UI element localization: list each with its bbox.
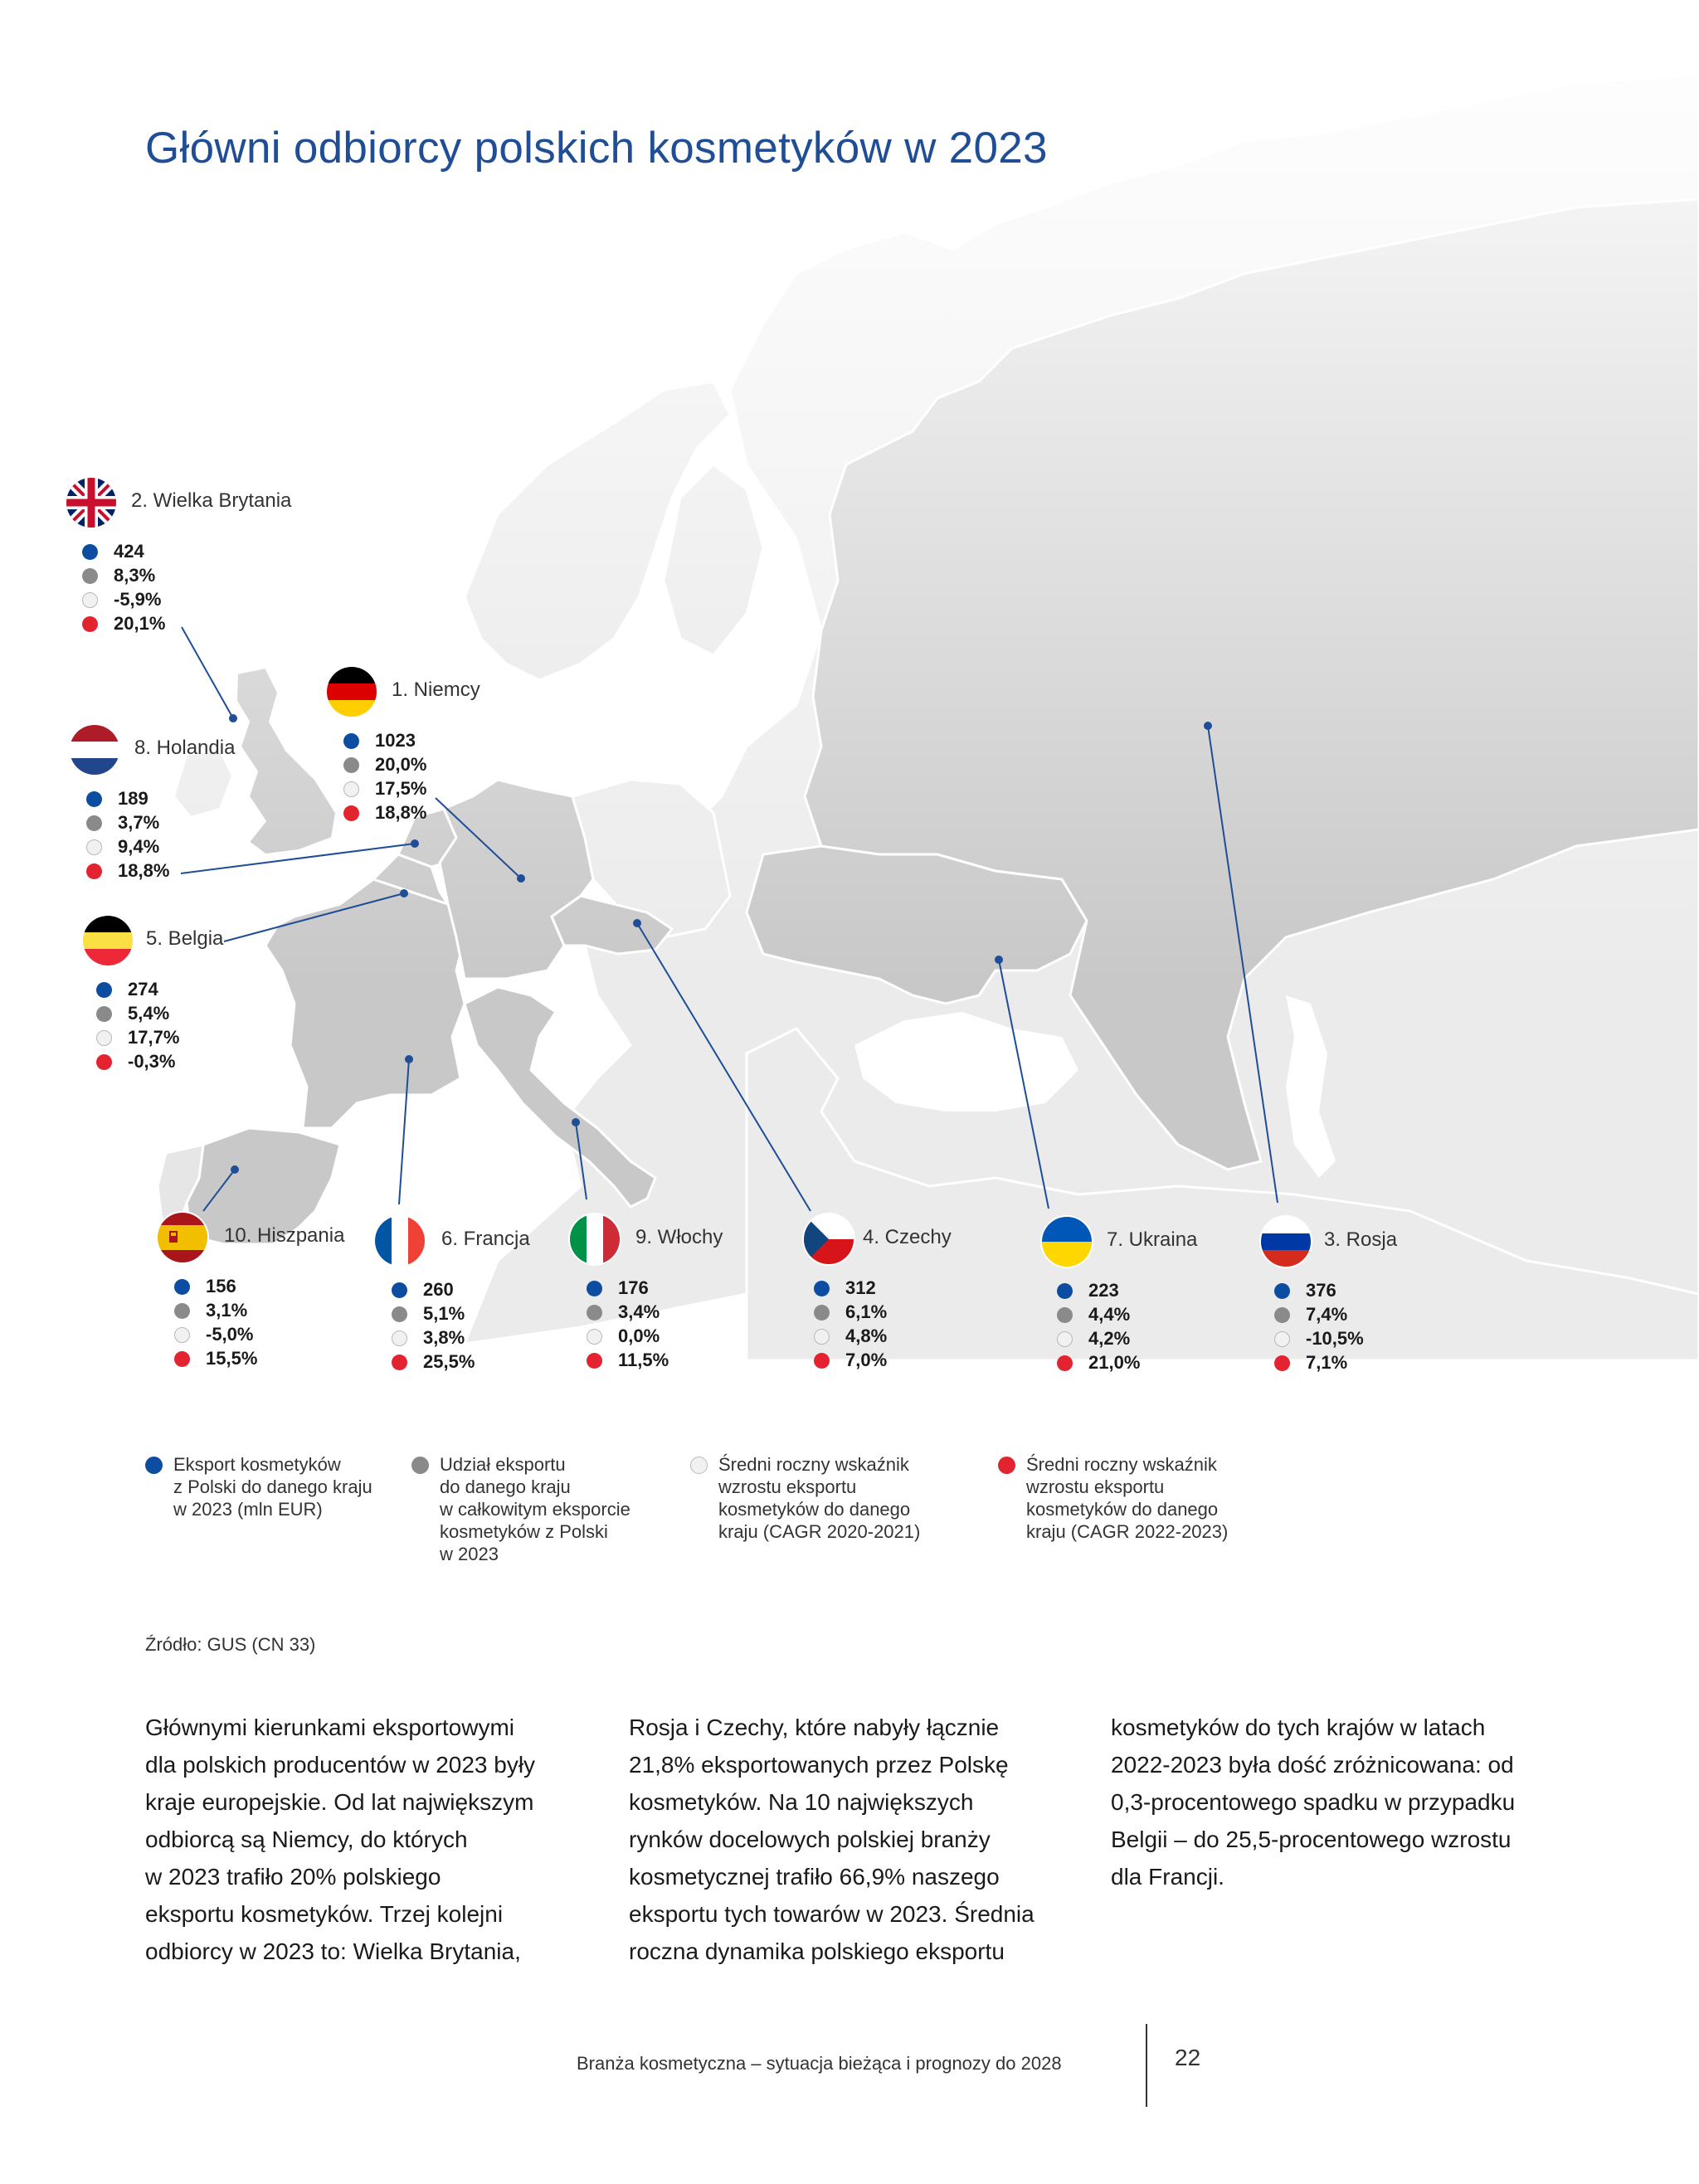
- legend-dot-red: [998, 1457, 1015, 1474]
- belgium-flag-icon: [83, 916, 133, 966]
- legend-dot-blue: [145, 1457, 163, 1474]
- export-value: 156: [174, 1274, 257, 1298]
- spain-flag-icon: [158, 1213, 207, 1262]
- cagr-2021-value: -5,0%: [174, 1322, 257, 1346]
- country-name: 10. Hiszpania: [224, 1224, 345, 1247]
- export-value: 274: [96, 977, 179, 1001]
- cagr-2021-value: -5,9%: [82, 587, 165, 611]
- uk-flag-icon: [66, 478, 116, 528]
- cagr-2021-value: 4,8%: [814, 1324, 887, 1348]
- share-value: 6,1%: [814, 1300, 887, 1324]
- export-value: 1023: [343, 728, 426, 752]
- cagr-2023-value: 18,8%: [343, 800, 426, 824]
- body-column-2: Rosja i Czechy, które nabyły łącznie 21,8% eksportowanych przez Polskę kosmetyków. Na 10 największych rynków docelowych polskiej branży kosmetycznej trafiło 66,9% naszego eksportu tych towarów w 2023. Średnia roczna dynamika polskiego eksportu: [629, 1715, 1034, 1964]
- share-value: 5,1%: [392, 1301, 475, 1325]
- share-value: 5,4%: [96, 1001, 179, 1025]
- body-column-1: Głównymi kierunkami eksportowymi dla polskich producentów w 2023 były kraje europejskie. Od lat największym odbiorcą są Niemcy, do których w 2023 trafiło 20% polskiego eksportu kosmetyków. Trzej kolejni odbiorcy w 2023 to: Wielka Brytania,: [145, 1715, 536, 1964]
- cagr-2023-value: 25,5%: [392, 1350, 475, 1374]
- share-value: 3,4%: [587, 1300, 669, 1324]
- cagr-2023-value: 15,5%: [174, 1346, 257, 1370]
- cagr-2021-value: 17,7%: [96, 1025, 179, 1049]
- cagr-2023-value: 11,5%: [587, 1348, 669, 1372]
- source-note: Źródło: GUS (CN 33): [145, 1634, 316, 1655]
- russia-flag-icon: [1261, 1217, 1311, 1267]
- export-value: 376: [1274, 1278, 1364, 1302]
- france-flag-icon: [375, 1216, 425, 1266]
- netherlands-flag-icon: [70, 725, 119, 775]
- country-name: 5. Belgia: [146, 927, 224, 950]
- export-value: 424: [82, 539, 165, 563]
- country-name: 8. Holandia: [134, 737, 236, 759]
- footer-title: Branża kosmetyczna – sytuacja bieżąca i prognozy do 2028: [577, 2053, 1062, 2074]
- cagr-2021-value: 3,8%: [392, 1325, 475, 1350]
- italy-flag-icon: [570, 1214, 620, 1264]
- legend-dot-gray: [411, 1457, 429, 1474]
- country-name: 7. Ukraina: [1107, 1228, 1198, 1251]
- share-value: 7,4%: [1274, 1302, 1364, 1326]
- export-value: 176: [587, 1276, 669, 1300]
- country-name: 6. Francja: [441, 1228, 530, 1250]
- cagr-2021-value: 0,0%: [587, 1324, 669, 1348]
- germany-flag-icon: [327, 667, 377, 717]
- share-value: 4,4%: [1057, 1302, 1140, 1326]
- country-name: 9. Włochy: [635, 1226, 723, 1248]
- ukraine-flag-icon: [1042, 1217, 1092, 1267]
- page-number: 22: [1175, 2045, 1201, 2070]
- country-name: 1. Niemcy: [392, 679, 480, 701]
- cagr-2023-value: 18,8%: [86, 859, 169, 883]
- czechia-flag-icon: [804, 1214, 854, 1264]
- country-name: 2. Wielka Brytania: [131, 489, 292, 512]
- cagr-2023-value: 20,1%: [82, 611, 165, 635]
- export-value: 189: [86, 786, 169, 810]
- cagr-2021-value: -10,5%: [1274, 1326, 1364, 1350]
- share-value: 8,3%: [82, 563, 165, 587]
- cagr-2021-value: 17,5%: [343, 776, 426, 800]
- cagr-2023-value: 21,0%: [1057, 1350, 1140, 1374]
- export-value: 312: [814, 1276, 887, 1300]
- export-value: 260: [392, 1277, 475, 1301]
- body-column-3: kosmetyków do tych krajów w latach 2022-2023 była dość zróżnicowana: od 0,3-procentowego spadku w przypadku Belgii – do 25,5-procentowego wzrostu dla Francji.: [1111, 1715, 1516, 1890]
- cagr-2021-value: 4,2%: [1057, 1326, 1140, 1350]
- export-value: 223: [1057, 1278, 1140, 1302]
- country-name: 3. Rosja: [1324, 1228, 1398, 1251]
- legend-dot-light: [690, 1457, 708, 1474]
- cagr-2023-value: -0,3%: [96, 1049, 179, 1073]
- cagr-2021-value: 9,4%: [86, 834, 169, 859]
- page-title: Główni odbiorcy polskich kosmetyków w 2023: [145, 124, 1048, 173]
- share-value: 20,0%: [343, 752, 426, 776]
- country-name: 4. Czechy: [863, 1226, 952, 1248]
- share-value: 3,1%: [174, 1298, 257, 1322]
- footer-divider: [1146, 2024, 1147, 2107]
- cagr-2023-value: 7,1%: [1274, 1350, 1364, 1374]
- share-value: 3,7%: [86, 810, 169, 834]
- cagr-2023-value: 7,0%: [814, 1348, 887, 1372]
